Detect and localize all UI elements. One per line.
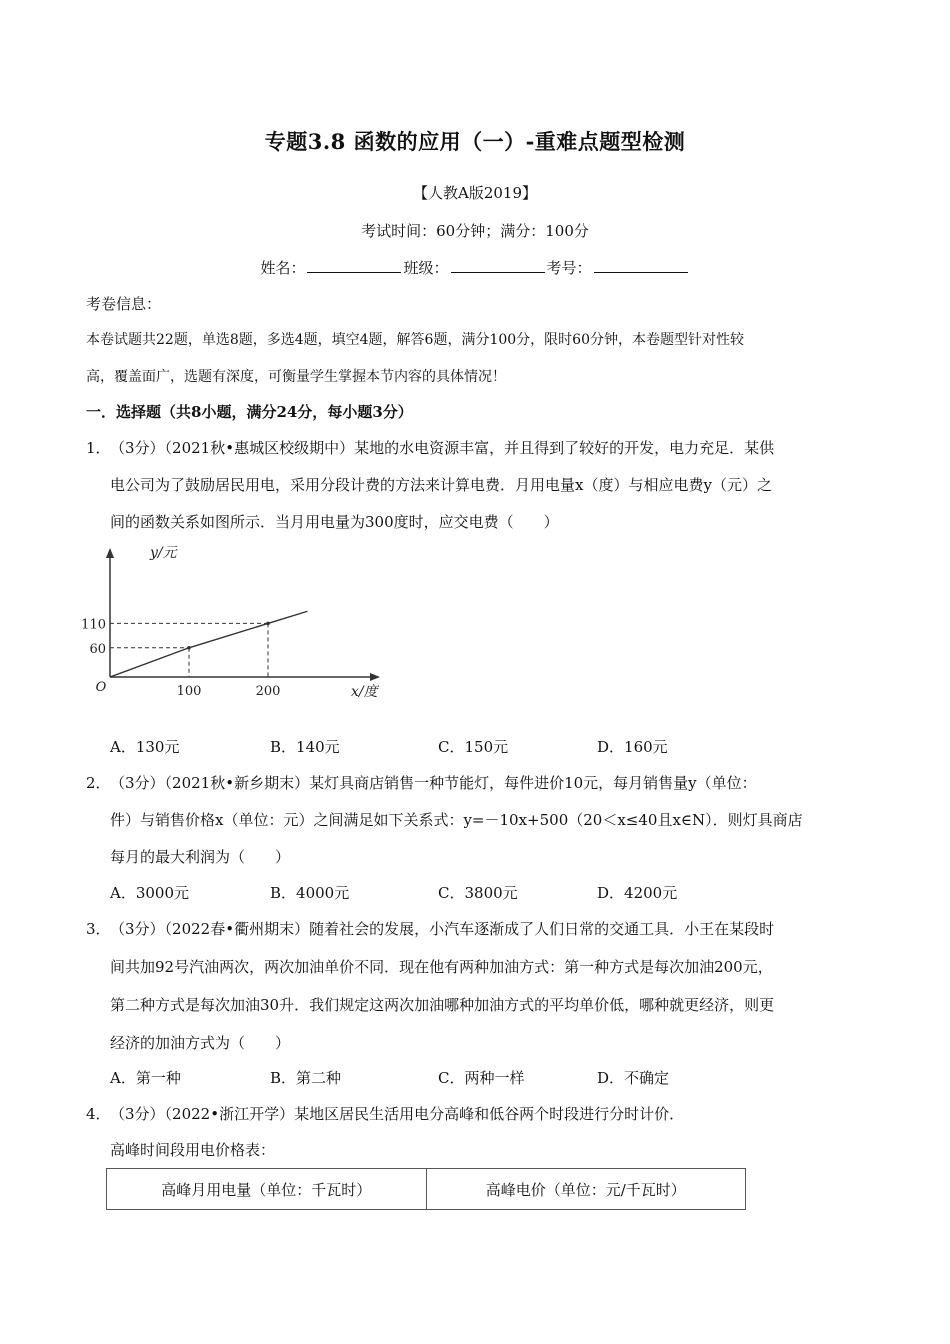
- number-label: 考号：: [546, 259, 592, 277]
- option-d[interactable]: D．160元: [597, 738, 668, 756]
- option-d[interactable]: D．4200元: [597, 884, 678, 902]
- option-b[interactable]: B．140元: [270, 738, 340, 756]
- question-number: 2．: [86, 774, 111, 792]
- info-line: 本卷试题共22题，单选8题，多选4题，填空4题，解答6题，满分100分，限时60分钟，本卷题型针对性较: [86, 332, 744, 348]
- section-heading: 一．选择题（共8小题，满分24分，每小题3分）: [86, 403, 413, 421]
- student-info-row: [0, 257, 950, 278]
- question-number: 1．: [86, 439, 111, 457]
- question-number: 3．: [86, 920, 111, 938]
- table-row: [107, 1169, 746, 1210]
- question-text: （3分）（2022春•衢州期末）随着社会的发展，小汽车逐渐成了人们日常的交通工具．小王在某段时: [110, 920, 775, 938]
- electricity-fee-chart: [81, 540, 390, 710]
- question-text: 电公司为了鼓励居民用电，采用分段计费的方法来计算电费．月用电量x（度）与相应电费y（元）之: [110, 476, 772, 494]
- option-c[interactable]: C．两种一样: [438, 1069, 525, 1087]
- option-a[interactable]: A．130元: [110, 738, 180, 756]
- question-text: （3分）（2021秋•惠城区校级期中）某地的水电资源丰富，并且得到了较好的开发，电力充足．某供: [110, 439, 775, 457]
- page-title: 专题3.8 函数的应用（一）-重难点题型检测: [264, 129, 686, 154]
- y-tick-label: 110: [81, 617, 106, 633]
- option-c[interactable]: C．3800元: [438, 884, 518, 902]
- class-label: 班级：: [403, 259, 449, 277]
- y-axis-arrow: [106, 548, 114, 558]
- table-header-cell: 高峰电价（单位：元/千瓦时）: [426, 1169, 746, 1210]
- option-a[interactable]: A．3000元: [110, 884, 190, 902]
- x-tick-label: 100: [176, 684, 202, 699]
- exam-time: 考试时间：60分钟；满分：100分: [361, 222, 589, 240]
- question-text: 高峰时间段用电价格表：: [110, 1141, 276, 1159]
- name-field[interactable]: [307, 258, 401, 273]
- class-field[interactable]: [451, 258, 545, 273]
- question-text: 件）与销售价格x（单位：元）之间满足如下关系式：y=－10x+500（20＜x≤40且x∈N）．则灯具商店: [110, 811, 803, 829]
- y-axis-label: y/元: [150, 545, 177, 561]
- x-axis-label: x/度: [351, 684, 378, 700]
- question-text: （3分）（2022•浙江开学）某地区居民生活用电分高峰和低谷两个时段进行分时计价．: [110, 1105, 685, 1123]
- question-text: 间的函数关系如图所示．当月用电量为300度时，应交电费（ ）: [110, 513, 559, 531]
- data-point: [187, 646, 191, 650]
- origin-label: O: [95, 680, 107, 695]
- edition-label: 【人教A版2019】: [412, 184, 537, 202]
- option-c[interactable]: C．150元: [438, 738, 509, 756]
- info-heading: 考卷信息：: [86, 295, 162, 313]
- info-line: 高，覆盖面广，选题有深度，可衡量学生掌握本节内容的具体情况！: [86, 369, 506, 385]
- peak-price-table: [106, 1168, 746, 1210]
- y-tick-label: 60: [89, 641, 106, 657]
- option-b[interactable]: B．4000元: [270, 884, 350, 902]
- name-label: 姓名：: [260, 259, 306, 277]
- question-text: 经济的加油方式为（ ）: [110, 1034, 291, 1052]
- question-text: 间共加92号汽油两次，两次加油单价不同．现在他有两种加油方式：第一种方式是每次加油200元，: [110, 958, 773, 976]
- question-text: 每月的最大利润为（ ）: [110, 848, 291, 866]
- number-field[interactable]: [594, 258, 688, 273]
- x-axis-arrow: [370, 673, 380, 681]
- question-text: 第二种方式是每次加油30升．我们规定这两次加油哪种加油方式的平均单价低，哪种就更经济，则更: [110, 996, 775, 1014]
- option-b[interactable]: B．第二种: [270, 1069, 342, 1087]
- option-d[interactable]: D．不确定: [597, 1069, 670, 1087]
- table-header-cell: 高峰月用电量（单位：千瓦时）: [107, 1169, 427, 1210]
- series-line: [110, 611, 308, 677]
- question-number: 4．: [86, 1105, 111, 1123]
- question-text: （3分）（2021秋•新乡期末）某灯具商店销售一种节能灯，每件进价10元，每月销售量y（单位：: [110, 774, 757, 792]
- x-tick-label: 200: [255, 684, 281, 699]
- data-point: [266, 622, 270, 626]
- option-a[interactable]: A．第一种: [110, 1069, 181, 1087]
